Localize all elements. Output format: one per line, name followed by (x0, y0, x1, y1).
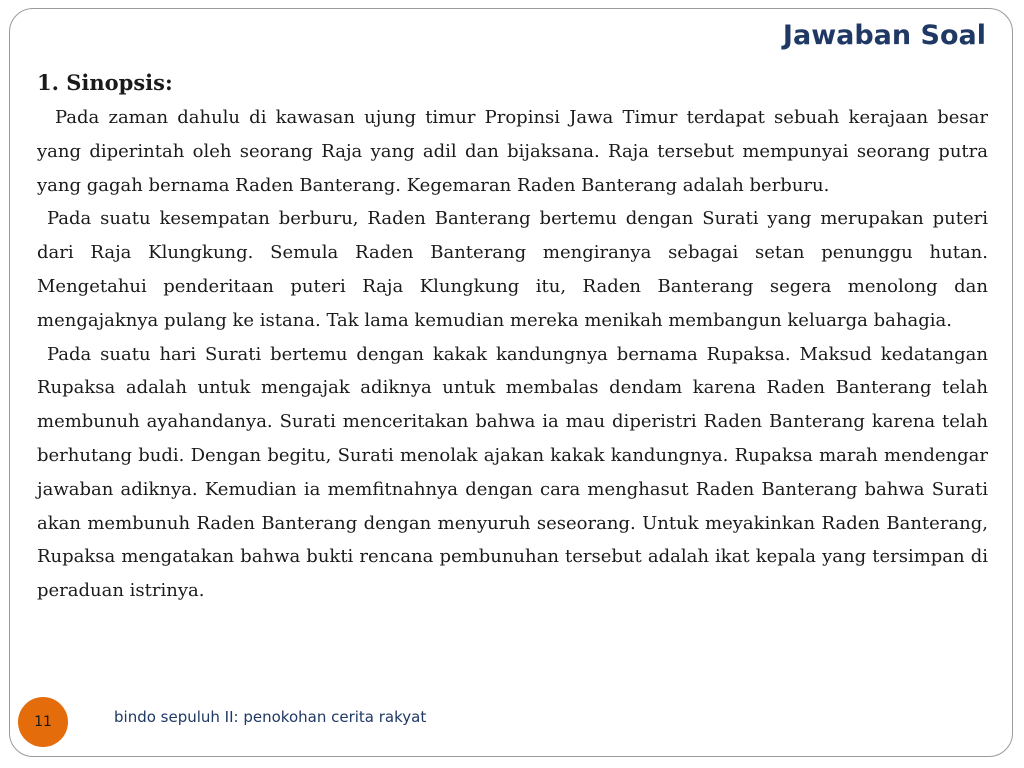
slide-content (37, 68, 988, 608)
paragraph-1: Pada zaman dahulu di kawasan ujung timur Propinsi Jawa Timur terdapat sebuah kerajaan besar yang diperintah oleh seorang Raja yang adil dan bijaksana. Raja tersebut mempunyai seorang putra yang gagah bernama Raden Banterang. Kegemaran Raden Banterang adalah berburu. (37, 107, 988, 196)
paragraph-3: Pada suatu hari Surati bertemu dengan kakak kandungnya bernama Rupaksa. Maksud kedatangan Rupaksa adalah untuk mengajak adiknya untuk membalas dendam karena Raden Banterang telah membunuh ayahandanya. Surati menceritakan bahwa ia mau diperistri Raden Banterang karena telah berhutang budi. Dengan begitu, Surati menolak ajakan kakak kandungnya. Rupaksa marah mendengar jawaban adiknya. Kemudian ia memfitnahnya dengan cara menghasut Raden Banterang bahwa Surati akan membunuh Raden Banterang dengan menyuruh seseorang. Untuk meyakinkan Raden Banterang, Rupaksa mengatakan bahwa bukti rencana pembunuhan tersebut adalah ikat kepala yang tersimpan di peraduan istrinya. (37, 343, 988, 602)
paragraph-2: Pada suatu kesempatan berburu, Raden Banterang bertemu dengan Surati yang merupakan puteri dari Raja Klungkung. Semula Raden Banterang mengiranya sebagai setan penunggu hutan. Mengetahui penderitaan puteri Raja Klungkung itu, Raden Banterang segera menolong dan mengajaknya pulang ke istana. Tak lama kemudian mereka menikah membangun keluarga bahagia. (37, 208, 988, 331)
slide-title: Jawaban Soal (782, 20, 986, 51)
section-heading: 1. Sinopsis: (37, 70, 173, 95)
page-number-badge: 11 (18, 697, 68, 747)
footer-text: bindo sepuluh II: penokohan cerita rakyat (114, 708, 427, 726)
